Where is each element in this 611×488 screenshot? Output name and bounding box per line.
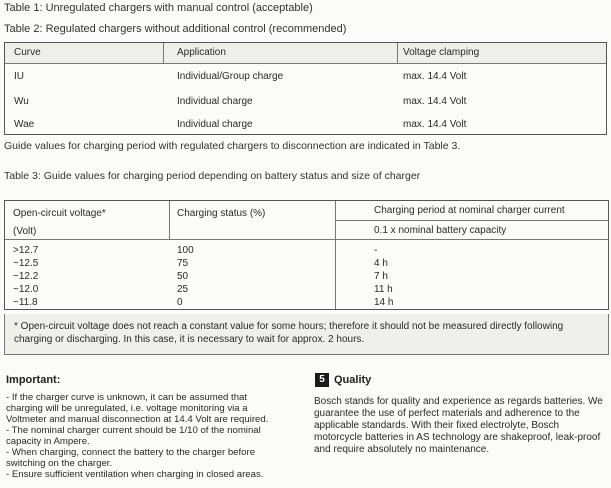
table3-header-voltage: Open-circuit voltage*: [13, 208, 106, 219]
table2-header-row: [5, 43, 606, 64]
list-item: Voltmeter and manual disconnection at 14.4 Volt are required.: [6, 414, 269, 425]
table2-cell: Individual charge: [177, 96, 253, 107]
table3-footnote: * Open-circuit voltage does not reach a constant value for some hours; therefore it should not be measured directly following charging or discharging. In this case, it is necessary to wait for approx. 2 hours.: [14, 321, 564, 345]
table3-cell: 4 h: [374, 258, 388, 269]
table2-header-curve: Curve: [14, 47, 41, 58]
table3-header-period-sub: 0.1 x nominal battery capacity: [374, 225, 507, 236]
table3-footnote-box: [4, 314, 609, 355]
table3-title: Table 3: Guide values for charging period depending on battery status and size of charger: [4, 170, 421, 182]
list-item: - If the charger curve is unknown, it can be assumed that: [6, 392, 248, 403]
list-item: capacity in Ampere.: [6, 436, 90, 447]
important-title: Important:: [6, 374, 61, 386]
table2-cell: max. 14.4 Volt: [403, 119, 467, 130]
table2-cell: max. 14.4 Volt: [403, 96, 467, 107]
table3-cell: 0: [177, 297, 183, 308]
table2: [4, 42, 607, 135]
table3-cell: >12.7: [13, 245, 39, 256]
table2-cell: IU: [14, 71, 24, 82]
list-item: - The nominal charger current should be 1/10 of the nominal: [6, 425, 261, 436]
table2-cell: max. 14.4 Volt: [403, 71, 467, 82]
table2-header-application: Application: [177, 47, 226, 58]
table2-cell: Wu: [14, 96, 29, 107]
table3-cell: 14 h: [374, 297, 394, 308]
table3-cell: 75: [177, 258, 189, 269]
table2-cell: Wae: [14, 119, 35, 130]
list-item: - When charging, connect the battery to the charger before: [6, 447, 256, 458]
table2-cell: Individual/Group charge: [177, 71, 284, 82]
list-item: charging will be unregulated, i.e. voltage monitoring via a: [6, 403, 248, 414]
quality-text: Bosch stands for quality and experience as regards batteries. We guarantee the use of perfect materials and adherence to the applicable standards. With their fixed electrolyte, Bosch motorcycle batteries in AS technology are shakeproof, leak-proof and require absolutely no maintenance.: [314, 396, 603, 455]
table3-header-voltage-unit: (Volt): [13, 226, 37, 237]
table3-header-period: Charging period at nominal charger current: [374, 205, 565, 216]
table3-cell: 100: [177, 245, 194, 256]
table2-header-voltage: Voltage clamping: [403, 47, 480, 58]
guide-note: Guide values for charging period with regulated chargers to disconnection are indicated in Table 3.: [4, 140, 461, 152]
table3-cell: ~12.0: [13, 284, 39, 295]
table3-cell: ~12.2: [13, 271, 39, 282]
table2-cell: Individual charge: [177, 119, 253, 130]
table3-cell: ~11.8: [13, 297, 38, 308]
table3-cell: ~12.5: [13, 258, 39, 269]
list-item: switching on the charger.: [6, 458, 113, 469]
table3-cell: -: [374, 245, 378, 256]
section-number-badge: 5: [315, 373, 329, 387]
table3: [4, 200, 609, 310]
table3-header-status: Charging status (%): [177, 208, 266, 219]
table2-title: Table 2: Regulated chargers without additional control (recommended): [4, 23, 347, 35]
table3-cell: 7 h: [374, 271, 388, 282]
table3-cell: 25: [177, 284, 189, 295]
important-list: [6, 392, 296, 480]
table1-title: Table 1: Unregulated chargers with manual control (acceptable): [4, 2, 313, 14]
table3-cell: 50: [177, 271, 189, 282]
list-item: - Ensure sufficient ventilation when charging in closed areas.: [6, 469, 264, 480]
quality-title: Quality: [334, 374, 372, 386]
table3-cell: 11 h: [374, 284, 393, 295]
